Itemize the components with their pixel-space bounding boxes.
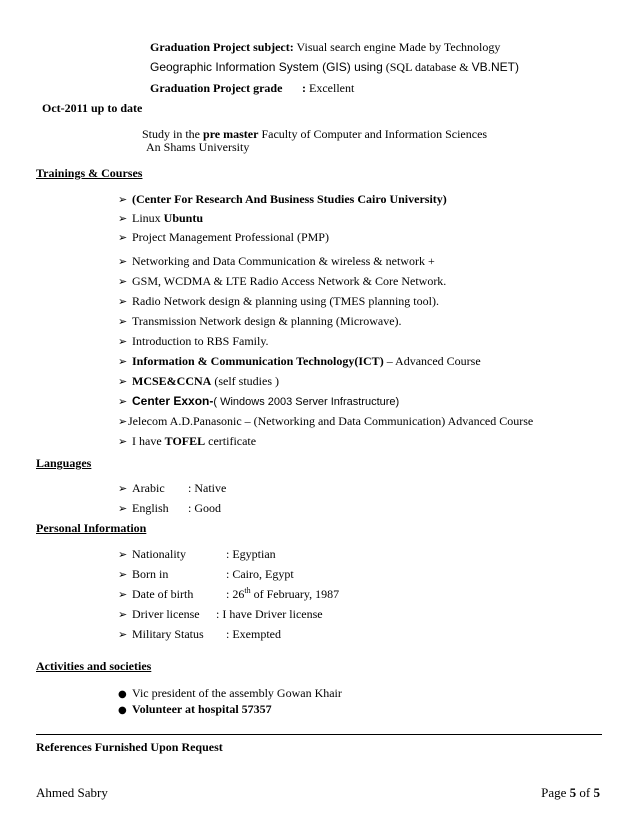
project-subject-line [150,40,500,54]
gis-line [150,60,519,74]
training-item [118,211,203,226]
references-rule [36,734,602,735]
training-item [118,394,399,409]
personal-value-text: : I have Driver license [216,607,323,621]
references-note: References Furnished Upon Request [36,740,223,754]
project-subject-value: Visual search engine Made by Technology [293,40,501,54]
training-item [118,192,447,207]
arrow-bullet-icon: ➢ [118,315,128,328]
training-text: Transmission Network design & planning (Microwave). [132,314,402,328]
personal-label: Nationality [132,547,186,561]
training-item [118,354,481,369]
training-text-bold: Center Exxon- [132,394,214,408]
arrow-bullet-icon: ➢ [118,335,128,348]
activity-text: Volunteer at hospital 57357 [132,702,272,716]
gis-vbnet: VB.NET) [471,60,519,74]
gis-sql: (SQL database & [382,60,472,74]
personal-value [226,627,281,641]
arrow-bullet-icon: ➢ [118,395,128,408]
footer-author: Ahmed Sabry [36,785,108,800]
training-text-bold: Ubuntu [163,211,204,225]
arrow-bullet-icon: ➢ [118,275,128,288]
training-item [118,254,435,269]
language-item [118,481,165,496]
arrow-bullet-icon: ➢ [118,212,128,225]
training-text: GSM, WCDMA & LTE Radio Access Network & Core Network. [132,274,447,288]
training-item [118,274,446,289]
training-text: Linux [132,211,164,225]
footer-page-total: 5 [593,785,600,800]
language-level: : Good [188,501,221,515]
arrow-bullet-icon: ➢ [118,608,128,621]
personal-value [216,607,323,621]
activity-text: Vic president of the assembly Gowan Khair [132,686,342,700]
personal-label: Driver license [132,607,200,621]
arrow-bullet-icon: ➢ [118,628,128,641]
footer-page-b: of [576,785,594,800]
personal-item [118,627,204,642]
project-grade-label: Graduation Project grade [150,81,283,95]
training-text-bold: TOFEL [164,434,206,448]
project-grade-line [150,81,282,95]
arrow-bullet-icon: ➢ [118,193,128,206]
arrow-bullet-icon: ➢ [118,435,128,448]
activity-item [118,702,272,718]
arrow-bullet-icon: ➢ [118,375,128,388]
footer-page-a: Page [541,785,570,800]
project-grade-value-wrap [302,81,354,95]
arrow-bullet-icon: ➢ [118,568,128,581]
trainings-heading: Trainings & Courses [36,166,143,180]
training-item [118,294,439,309]
training-text-bold: MCSE&CCNA [132,374,212,388]
personal-item [118,547,186,562]
personal-value [226,587,339,601]
arrow-bullet-icon: ➢ [118,482,128,495]
arrow-bullet-icon: ➢ [118,415,128,428]
personal-item [118,607,200,622]
arrow-bullet-icon: ➢ [118,502,128,515]
personal-label: Military Status [132,627,204,641]
personal-label: Date of birth [132,587,194,601]
arrow-bullet-icon: ➢ [118,548,128,561]
training-text: Introduction to RBS Family. [132,334,269,348]
personal-value [226,547,276,561]
personal-heading: Personal Information [36,521,147,535]
timeline-date: Oct-2011 up to date [42,101,143,115]
footer-page-num: 5 [569,785,577,800]
training-item [118,374,279,389]
project-subject-label: Graduation Project subject: [150,40,294,54]
gis-text: Geographic Information System (GIS) using [150,60,383,74]
personal-value-text: : Egyptian [226,547,276,561]
dot-bullet-icon: ● [118,705,127,716]
training-text-rest: – Advanced Course [383,354,481,368]
language-level: : Native [188,481,227,495]
personal-value [226,567,294,581]
study-line [142,127,487,141]
personal-value-text: : 26 [226,587,245,601]
training-text: I have [132,434,165,448]
training-item [118,334,269,349]
university-line: An Shams University [146,140,250,154]
project-grade-value: Excellent [306,81,355,95]
study-text-b: pre master [203,127,259,141]
languages-heading: Languages [36,456,92,470]
project-grade-colon: : [302,81,306,95]
arrow-bullet-icon: ➢ [118,355,128,368]
training-text: Jelecom A.D.Panasonic – (Networking and Data Communication) Advanced Course [128,414,534,428]
training-text-rest: certificate [205,434,257,448]
language-name: Arabic [132,481,165,495]
training-text-rest: (self studies ) [211,374,279,388]
personal-value-sup: th [244,586,251,595]
personal-value-text2: of February, 1987 [250,587,340,601]
activity-item [118,686,342,702]
training-text-rest: ( Windows 2003 Server Infrastructure) [213,396,400,408]
language-item [118,501,169,516]
study-text-a: Study in the [142,127,204,141]
training-item [118,230,329,245]
personal-item [118,567,168,582]
training-item [118,314,402,329]
study-text-c: Faculty of Computer and Information Sciences [258,127,488,141]
language-name: English [132,501,169,515]
arrow-bullet-icon: ➢ [118,255,128,268]
footer-page [541,786,600,800]
arrow-bullet-icon: ➢ [118,588,128,601]
training-item [118,414,533,429]
personal-value-text: : Exempted [226,627,281,641]
training-text-bold: (Center For Research And Business Studies Cairo University) [132,192,447,206]
personal-item [118,587,193,602]
arrow-bullet-icon: ➢ [118,295,128,308]
training-text-bold: Information & Communication Technology(ICT) [132,354,384,368]
personal-value-text: : Cairo, Egypt [226,567,294,581]
dot-bullet-icon: ● [118,689,127,700]
training-text: Networking and Data Communication & wireless & network + [132,254,435,268]
arrow-bullet-icon: ➢ [118,231,128,244]
training-item [118,434,256,449]
activities-heading: Activities and societies [36,659,152,673]
training-text: Project Management Professional (PMP) [132,230,329,244]
training-text: Radio Network design & planning using (TMES planning tool). [132,294,439,308]
personal-label: Born in [132,567,169,581]
